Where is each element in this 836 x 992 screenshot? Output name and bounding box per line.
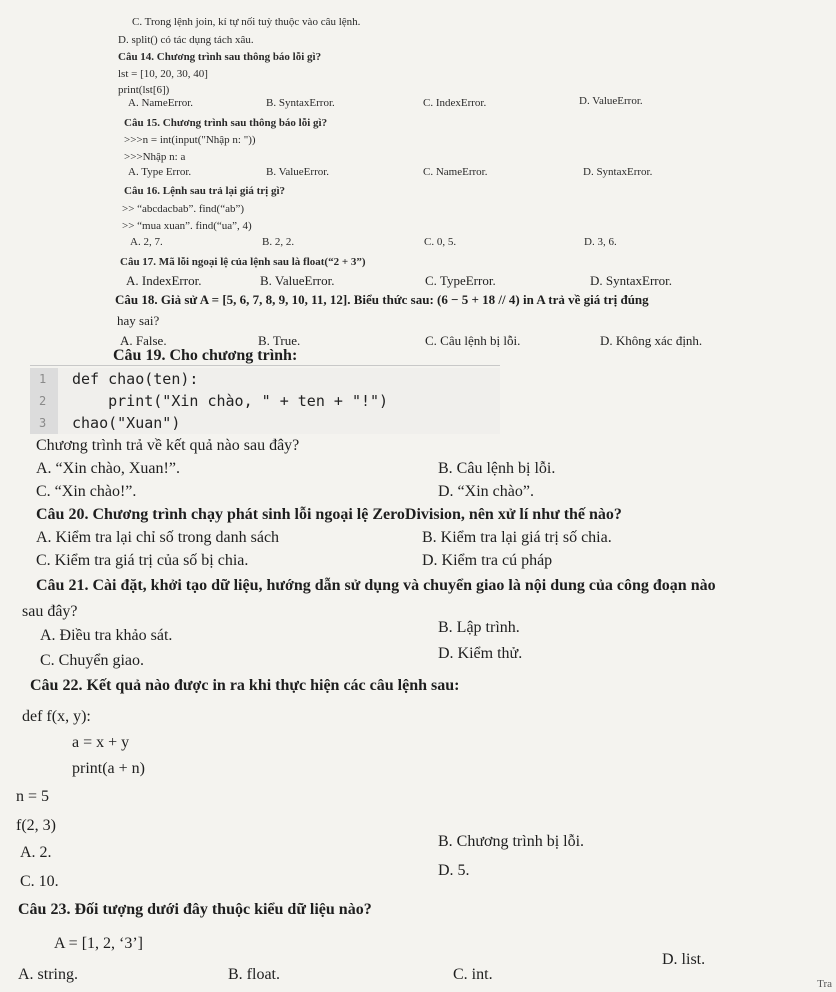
q19-option-b: B. Câu lệnh bị lỗi. <box>438 460 556 477</box>
q13-option-d: D. split() có tác dụng tách xâu. <box>118 34 254 46</box>
q23-option-c: C. int. <box>453 966 493 983</box>
q18-option-a: A. False. <box>120 333 167 348</box>
q20-title: Câu 20. Chương trình chạy phát sinh lỗi ngoại lệ ZeroDivision, nên xử lí như thế nào? <box>36 506 622 523</box>
q16-option-a: A. 2, 7. <box>130 236 163 248</box>
q22-code-2: a = x + y <box>72 734 130 751</box>
q23-title: Câu 23. Đối tượng dưới đây thuộc kiểu dữ liệu nào? <box>18 901 372 918</box>
q17-option-d: D. SyntaxError. <box>590 273 672 288</box>
q22-code-3: print(a + n) <box>72 760 145 777</box>
q20-option-b: B. Kiểm tra lại giá trị số chia. <box>422 529 612 546</box>
q17-title: Câu 17. Mã lỗi ngoại lệ của lệnh sau là float(“2 + 3”) <box>120 256 366 268</box>
q23-option-a: A. string. <box>18 966 78 983</box>
q21-option-a: A. Điều tra khảo sát. <box>40 627 173 644</box>
q17-option-b: B. ValueError. <box>260 273 335 288</box>
q17-option-a: A. IndexError. <box>126 273 202 288</box>
q21-option-b: B. Lập trình. <box>438 619 520 636</box>
q15-option-a: A. Type Error. <box>128 166 192 178</box>
q16-code-2: >> “mua xuan”. find(“ua”, 4) <box>122 220 252 232</box>
q14-code-2: print(lst[6]) <box>118 84 170 96</box>
q20-option-d: D. Kiểm tra cú pháp <box>422 552 553 569</box>
q18-option-b: B. True. <box>258 333 301 348</box>
q18-title-text: Câu 18. Giả sử A = [5, 6, 7, 8, 9, 10, 11, 12]. Biểu thức sau: (6 − 5 + 18 // 4) in A trả về giá trị đúng <box>115 292 649 307</box>
page-corner-text: Tra <box>817 978 832 990</box>
q21-title-2: sau đây? <box>22 603 78 620</box>
q23-option-b: B. float. <box>228 966 280 983</box>
q15-code-2: >>>Nhập n: a <box>124 151 186 163</box>
q21-title <box>36 577 716 595</box>
q14-option-a: A. NameError. <box>128 97 194 109</box>
q15-option-d: D. SyntaxError. <box>583 166 653 178</box>
q15-code-1: >>>n = int(input("Nhập n: ")) <box>124 134 256 146</box>
q18-option-c: C. Câu lệnh bị lỗi. <box>425 333 521 348</box>
q14-title: Câu 14. Chương trình sau thông báo lỗi gì? <box>118 51 322 63</box>
q19-code-block <box>30 368 500 434</box>
q22-title: Câu 22. Kết quả nào được in ra khi thực hiện các câu lệnh sau: <box>30 677 460 694</box>
line-number: 2 <box>39 394 47 408</box>
q16-code-1: >> “abcdacbab”. find(“ab”) <box>122 203 245 215</box>
q16-option-c: C. 0, 5. <box>424 236 457 248</box>
code-line: print("Xin chào, " + ten + "!") <box>72 392 389 410</box>
q23-option-d: D. list. <box>662 951 706 968</box>
q19-option-c: C. “Xin chào!”. <box>36 483 137 500</box>
q14-option-b: B. SyntaxError. <box>266 97 335 109</box>
q15-option-c: C. NameError. <box>423 166 488 178</box>
q15-title: Câu 15. Chương trình sau thông báo lỗi gì? <box>124 117 328 129</box>
q16-option-b: B. 2, 2. <box>262 236 295 248</box>
q21-option-d: D. Kiểm thử. <box>438 645 523 662</box>
q22-option-c: C. 10. <box>20 873 59 890</box>
q19-question: Chương trình trả về kết quả nào sau đây? <box>36 437 300 454</box>
q17-option-c: C. TypeError. <box>425 273 496 288</box>
q19-title <box>113 347 297 365</box>
q20-option-a: A. Kiểm tra lại chỉ số trong danh sách <box>36 529 280 546</box>
q21-title-text: Câu 21. Cài đặt, khởi tạo dữ liệu, hướng dẫn sử dụng và chuyển giao là nội dung của công đoạn nào <box>36 577 716 594</box>
q16-option-d: D. 3, 6. <box>584 236 617 248</box>
q18-title-2: hay sai? <box>117 313 160 328</box>
q14-option-c: C. IndexError. <box>423 97 487 109</box>
q18-title <box>115 292 649 308</box>
line-number: 1 <box>39 372 47 386</box>
q22-option-d: D. 5. <box>438 862 470 879</box>
code-top-rule <box>30 365 500 366</box>
line-number: 3 <box>39 416 47 430</box>
q22-option-b: B. Chương trình bị lỗi. <box>438 833 585 850</box>
code-line: chao("Xuan") <box>72 414 181 432</box>
q21-option-c: C. Chuyển giao. <box>40 652 144 669</box>
q20-option-c: C. Kiểm tra giá trị của số bị chia. <box>36 552 249 569</box>
q22-code-5: f(2, 3) <box>16 817 56 834</box>
q16-title: Câu 16. Lệnh sau trả lại giá trị gì? <box>124 185 286 197</box>
q23-code: A = [1, 2, ‘3’] <box>54 935 144 952</box>
q19-option-a: A. “Xin chào, Xuan!”. <box>36 460 180 477</box>
q19-option-d: D. “Xin chào”. <box>438 483 534 500</box>
q22-option-a: A. 2. <box>20 844 52 861</box>
q22-code-4: n = 5 <box>16 788 50 805</box>
q14-code-1: lst = [10, 20, 30, 40] <box>118 68 208 80</box>
q15-option-b: B. ValueError. <box>266 166 330 178</box>
q13-option-c: C. Trong lệnh join, kí tự nối tuỳ thuộc vào câu lệnh. <box>132 16 361 28</box>
q18-option-d: D. Không xác định. <box>600 333 703 348</box>
q22-code-1: def f(x, y): <box>22 708 91 725</box>
q14-option-d: D. ValueError. <box>579 95 643 107</box>
code-line: def chao(ten): <box>72 370 199 388</box>
q19-title-text: Câu 19. Cho chương trình: <box>113 347 298 364</box>
